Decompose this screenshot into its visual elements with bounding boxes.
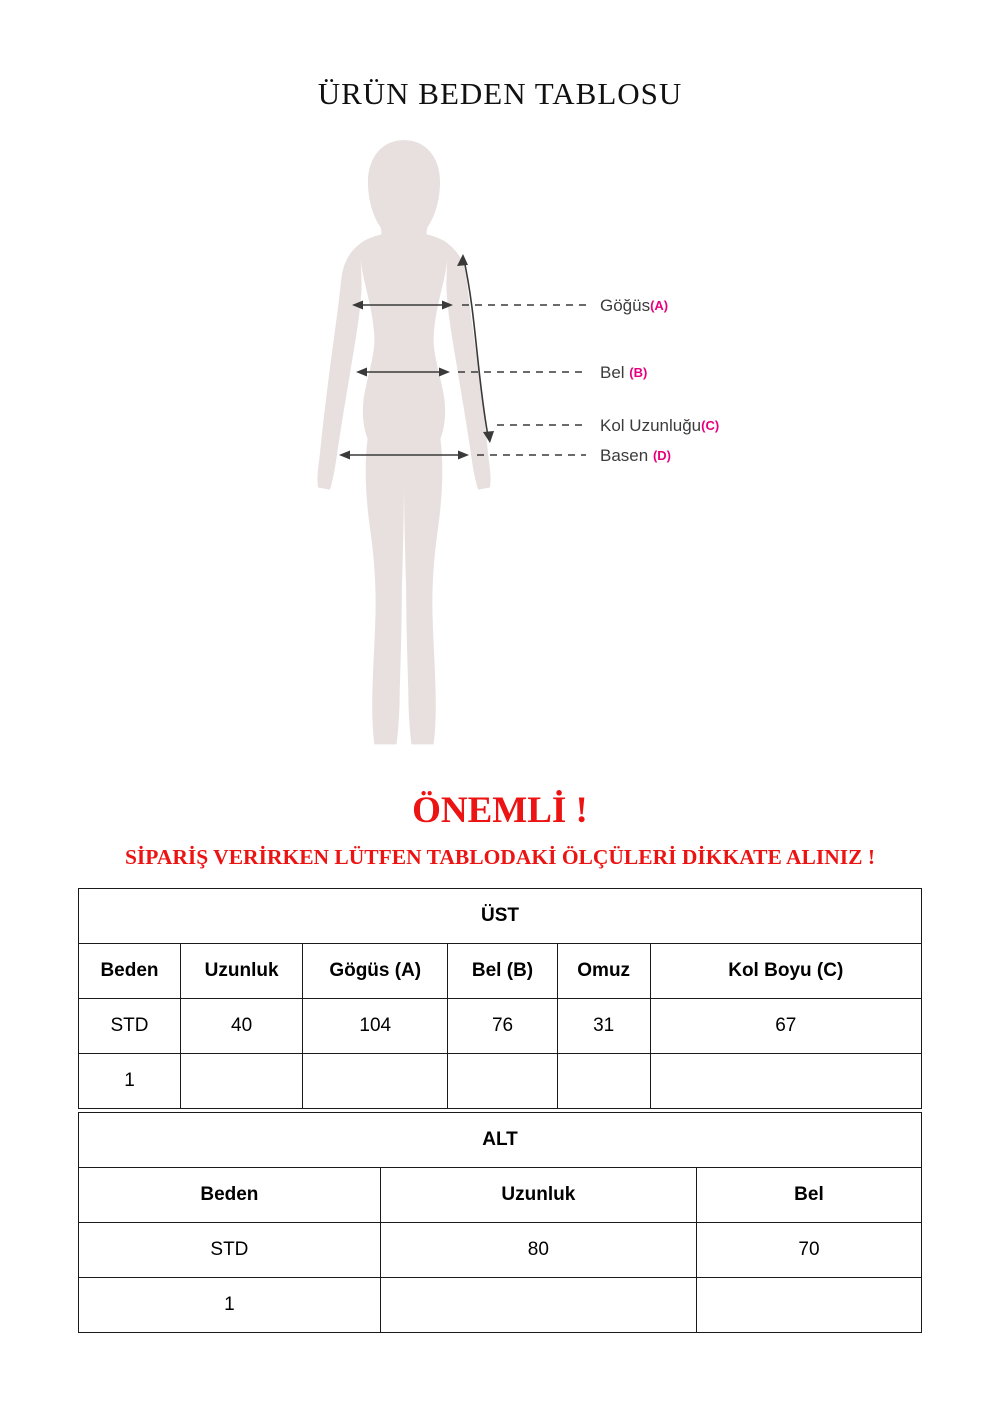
table-cell: STD [79,1223,381,1278]
measurement-label-bel [600,362,647,383]
measurement-letter: (B) [629,365,648,380]
table-cell: 104 [303,999,448,1054]
table-cell: 1 [79,1278,381,1333]
page-title: ÜRÜN BEDEN TABLOSU [317,76,683,111]
section-header-alt: ALT [79,1113,922,1168]
section-header-row [79,889,922,944]
measurement-label-gogus [600,295,668,316]
table-row [79,1278,922,1333]
column-header: Bel [696,1168,921,1223]
measurement-label-text: Göğüs [600,296,651,315]
table-cell [380,1278,696,1333]
table-cell: 80 [380,1223,696,1278]
warning-text: SİPARİŞ VERİRKEN LÜTFEN TABLODAKİ ÖLÇÜLERİ DİKKATE ALINIZ ! [124,845,876,869]
table-cell: STD [79,999,181,1054]
column-header: Uzunluk [380,1168,696,1223]
table-cell [557,1054,650,1109]
table-cell [448,1054,558,1109]
measurement-label-basen [600,445,671,466]
column-header: Kol Boyu (C) [650,944,921,999]
measurement-label-text: Bel [600,363,630,382]
measurement-label-text: Basen [600,446,653,465]
column-header: Bel (B) [448,944,558,999]
measurement-label-text: Kol Uzunluğu [600,416,702,435]
measurement-letter: (C) [701,418,720,433]
body-silhouette [317,140,490,744]
column-header-row [79,944,922,999]
table-cell: 70 [696,1223,921,1278]
table-cell: 76 [448,999,558,1054]
table-row [79,999,922,1054]
column-header: Uzunluk [181,944,303,999]
table-cell [696,1278,921,1333]
body-measurement-diagram [0,130,1000,770]
column-header: Gögüs (A) [303,944,448,999]
column-header-row [79,1168,922,1223]
section-header-ust: ÜST [79,889,922,944]
table-cell: 31 [557,999,650,1054]
important-heading: ÖNEMLİ ! [412,790,588,831]
table-cell [650,1054,921,1109]
column-header: Omuz [557,944,650,999]
table-cell [303,1054,448,1109]
measurement-label-kol-uzunlugu [600,415,719,436]
table-cell: 67 [650,999,921,1054]
table-cell [181,1054,303,1109]
size-table-ust [78,888,922,1109]
column-header: Beden [79,944,181,999]
table-cell: 1 [79,1054,181,1109]
table-row [79,1223,922,1278]
column-header: Beden [79,1168,381,1223]
section-header-row [79,1113,922,1168]
table-row [79,1054,922,1109]
size-table-alt [78,1112,922,1333]
measurement-letter: (A) [650,298,669,313]
measurement-letter: (D) [652,448,671,463]
table-cell: 40 [181,999,303,1054]
